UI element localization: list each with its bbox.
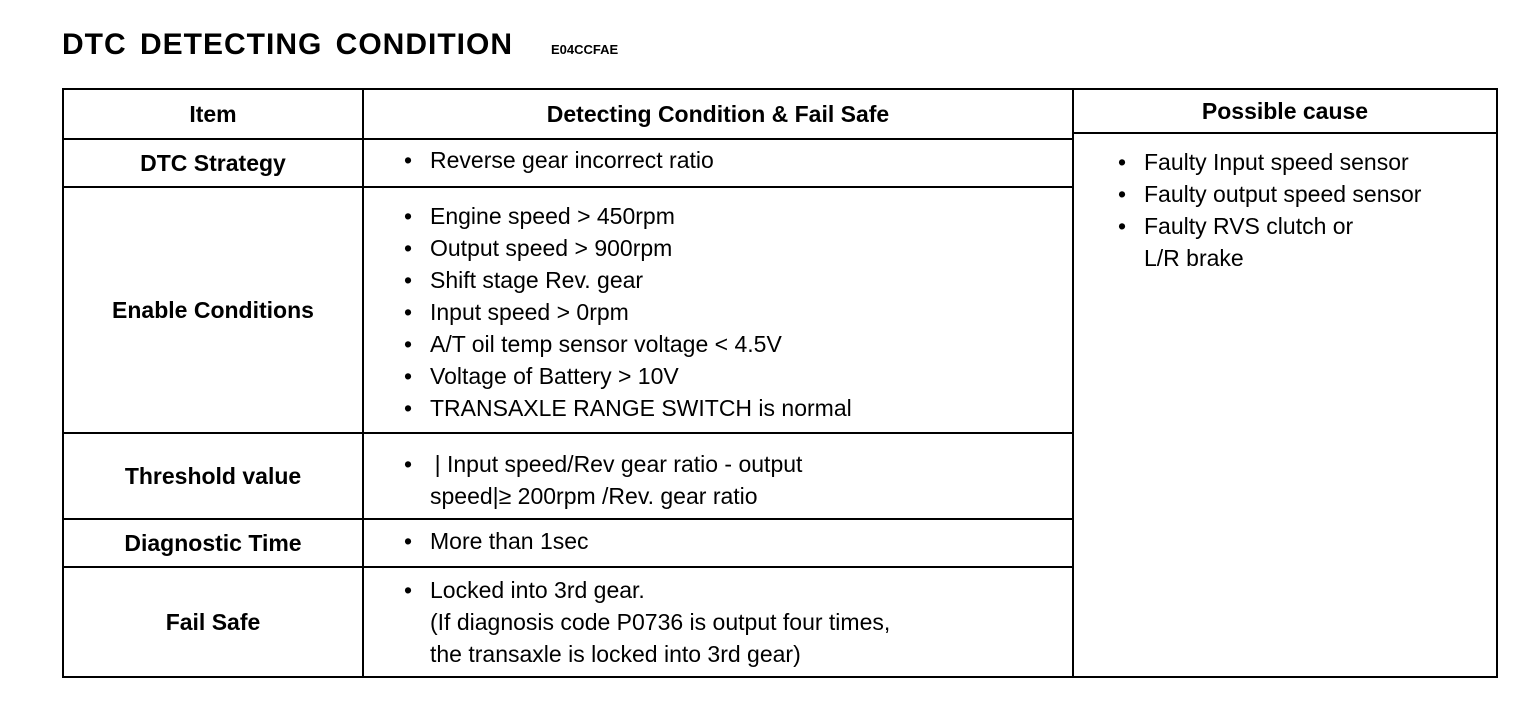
row-condition-dtc-strategy (364, 140, 1072, 186)
row-condition-threshold-value (364, 434, 1072, 518)
possible-causes (1074, 134, 1496, 676)
item-label: Enable Conditions (112, 297, 314, 323)
row-item-enable-conditions (64, 188, 362, 432)
bullet-item: • More than 1sec (398, 525, 1072, 557)
bullet-item: • Engine speed > 450rpm (398, 200, 1072, 232)
cause-item: • Faulty Input speed sensor (1112, 146, 1496, 178)
header-condition (364, 90, 1072, 138)
row-condition-diagnostic-time (364, 520, 1072, 566)
row-item-diagnostic-time (64, 520, 362, 566)
cause-item: • Faulty output speed sensor (1112, 178, 1496, 210)
row-item-dtc-strategy (64, 140, 362, 186)
bullet-item: • A/T oil temp sensor voltage < 4.5V (398, 328, 1072, 360)
row-condition-fail-safe (364, 568, 1072, 676)
bullet-item: • TRANSAXLE RANGE SWITCH is normal (398, 392, 1072, 424)
row-condition-enable-conditions (364, 188, 1072, 432)
header-cause (1074, 90, 1496, 132)
bullet-item: • Shift stage Rev. gear (398, 264, 1072, 296)
bullet-item: • Input speed > 0rpm (398, 296, 1072, 328)
header-condition-label: Detecting Condition & Fail Safe (546, 101, 890, 127)
bullet-item: • Voltage of Battery > 10V (398, 360, 1072, 392)
row-item-threshold-value (64, 434, 362, 518)
item-label: Fail Safe (165, 609, 261, 635)
document-code: E04CCFAE (551, 42, 619, 57)
item-label: Threshold value (124, 463, 302, 489)
bullet-item: • | Input speed/Rev gear ratio - output speed|≥ 200rpm /Rev. gear ratio (398, 448, 1072, 512)
bullet-item: • Locked into 3rd gear. (If diagnosis code P0736 is output four times, the transaxle is locked into 3rd gear) (398, 574, 1072, 670)
header-item-label: Item (189, 101, 237, 127)
item-label: Diagnostic Time (124, 530, 302, 556)
dtc-table (62, 88, 1498, 678)
page-heading (62, 28, 618, 62)
row-item-fail-safe (64, 568, 362, 676)
page-title: DTC DETECTING CONDITION (62, 28, 513, 61)
header-item (64, 90, 362, 138)
cause-item: • Faulty RVS clutch or L/R brake (1112, 210, 1496, 274)
header-cause-label: Possible cause (1201, 98, 1369, 124)
item-label: DTC Strategy (140, 150, 286, 176)
bullet-item: • Reverse gear incorrect ratio (398, 144, 1072, 176)
bullet-item: • Output speed > 900rpm (398, 232, 1072, 264)
